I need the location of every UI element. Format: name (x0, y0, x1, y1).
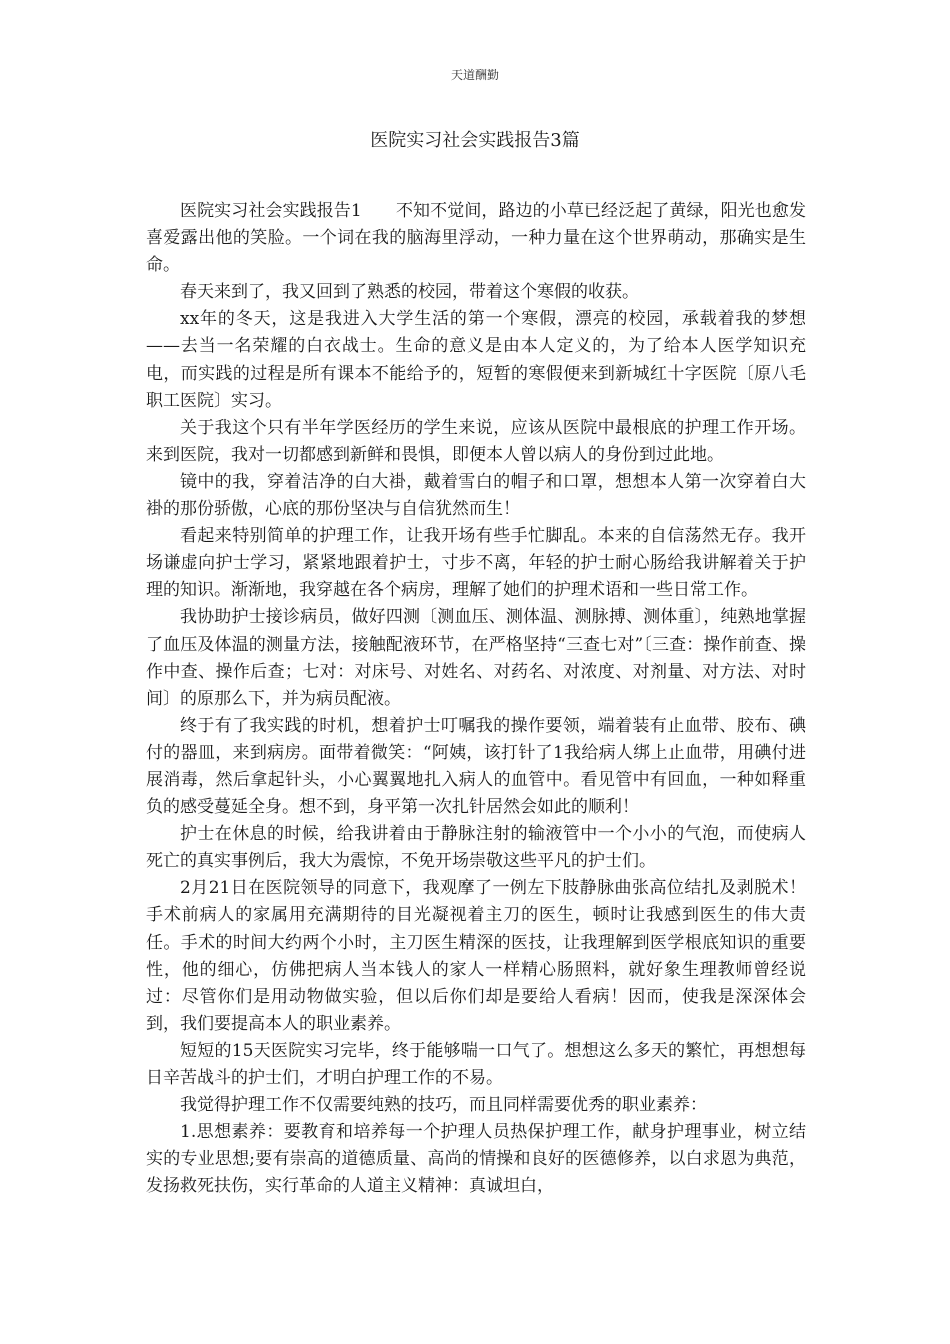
paragraph: 看起来特别简单的护理工作，让我开场有些手忙脚乱。本来的自信荡然无存。我开场谦虚向护士学习，紧紧地跟着护士，寸步不离，年轻的护士耐心肠给我讲解着关于护理的知识。渐渐地，我穿越在各个病房，理解了她们的护理术语和一些日常工作。 (146, 526, 806, 601)
paragraph: 我协助护士接诊病员，做好四测〔测血压、测体温、测脉搏、测体重〕，纯熟地掌握了血压及体温的测量方法，接触配液环节，在严格坚持“三查七对”〔三查：操作前查、操作中查、操作后查；七对：对床号、对姓名、对药名、对浓度、对剂量、对方法、对时间〕的原那么下，并为病员配液。 (146, 607, 806, 709)
paragraph: 我觉得护理工作不仅需要纯熟的技巧，而且同样需要优秀的职业素养： (180, 1095, 707, 1116)
document-body (146, 198, 806, 1200)
paragraph: 终于有了我实践的时机，想着护士叮嘱我的操作要领，端着装有止血带、胶布、碘付的器皿，来到病房。面带着微笑：“阿姨，该打针了1我给病人绑上止血带，用碘付进展消毒，然后拿起针头，小心翼翼地扎入病人的血管中。看见管中有回血，一种如释重负的感受蔓延全身。想不到，身平第一次扎针居然会如此的顺利！ (146, 715, 806, 818)
paragraph: 医院实习社会实践报告1 不知不觉间，路边的小草已经泛起了黄绿，阳光也愈发喜爱露出他的笑脸。一个词在我的脑海里浮动，一种力量在这个世界萌动，那确实是生命。 (146, 201, 806, 276)
document-title: 医院实习社会实践报告3篇 (370, 130, 580, 151)
paragraph: 护士在休息的时候，给我讲着由于静脉注射的输液管中一个小小的气泡，而使病人死亡的真实事例后，我大为震惊，不免开场崇敬这些平凡的护士们。 (146, 824, 806, 872)
paragraph: 镜中的我，穿着洁净的白大褂，戴着雪白的帽子和口罩，想想本人第一次穿着白大褂的那份骄傲，心底的那份坚决与自信犹然而生！ (146, 471, 806, 520)
paragraph: 2月21日在医院领导的同意下，我观摩了一例左下肢静脉曲张高位结扎及剥脱术！手术前病人的家属用充满期待的目光凝视着主刀的医生，顿时让我感到医生的伟大责任。手术的时间大约两个小时，主刀医生精深的医技，让我理解到医学根底知识的重要性，他的细心，仿佛把病人当本钱人的家人一样精心肠照料，就好象生理教师曾经说过：尽管你们是用动物做实验，但以后你们却是要给人看病！因而，使我是深深体会到，我们要提高本人的职业素养。 (146, 878, 806, 1034)
page-header: 天道酬勤 (450, 68, 499, 82)
paragraph: 春天来到了，我又回到了熟悉的校园，带着这个寒假的收获。 (180, 282, 639, 303)
paragraph: 关于我这个只有半年学医经历的学生来说，应该从医院中最根底的护理工作开场。来到医院，我对一切都感到新鲜和畏惧，即便本人曾以病人的身份到过此地。 (146, 417, 806, 465)
paragraph: 1.思想素养：要教育和培养每一个护理人员热保护理工作，献身护理事业，树立结实的专业思想;要有崇高的道德质量、高尚的情操和良好的医德修养，以白求恩为典范，发扬救死扶伤，实行革命的人道主义精神：真诚坦白， (146, 1122, 806, 1197)
paragraph: xx年的冬天，这是我进入大学生活的第一个寒假，漂亮的校园，承载着我的梦想——去当一名荣耀的白衣战士。生命的意义是由本人定义的，为了给本人医学知识充电，而实践的过程是所有课本不能给予的，短暂的寒假便来到新城红十字医院〔原八毛职工医院〕实习。 (146, 309, 806, 411)
paragraph: 短短的15天医院实习完毕，终于能够喘一口气了。想想这么多天的繁忙，再想想每日辛苦战斗的护士们，才明白护理工作的不易。 (146, 1040, 806, 1088)
